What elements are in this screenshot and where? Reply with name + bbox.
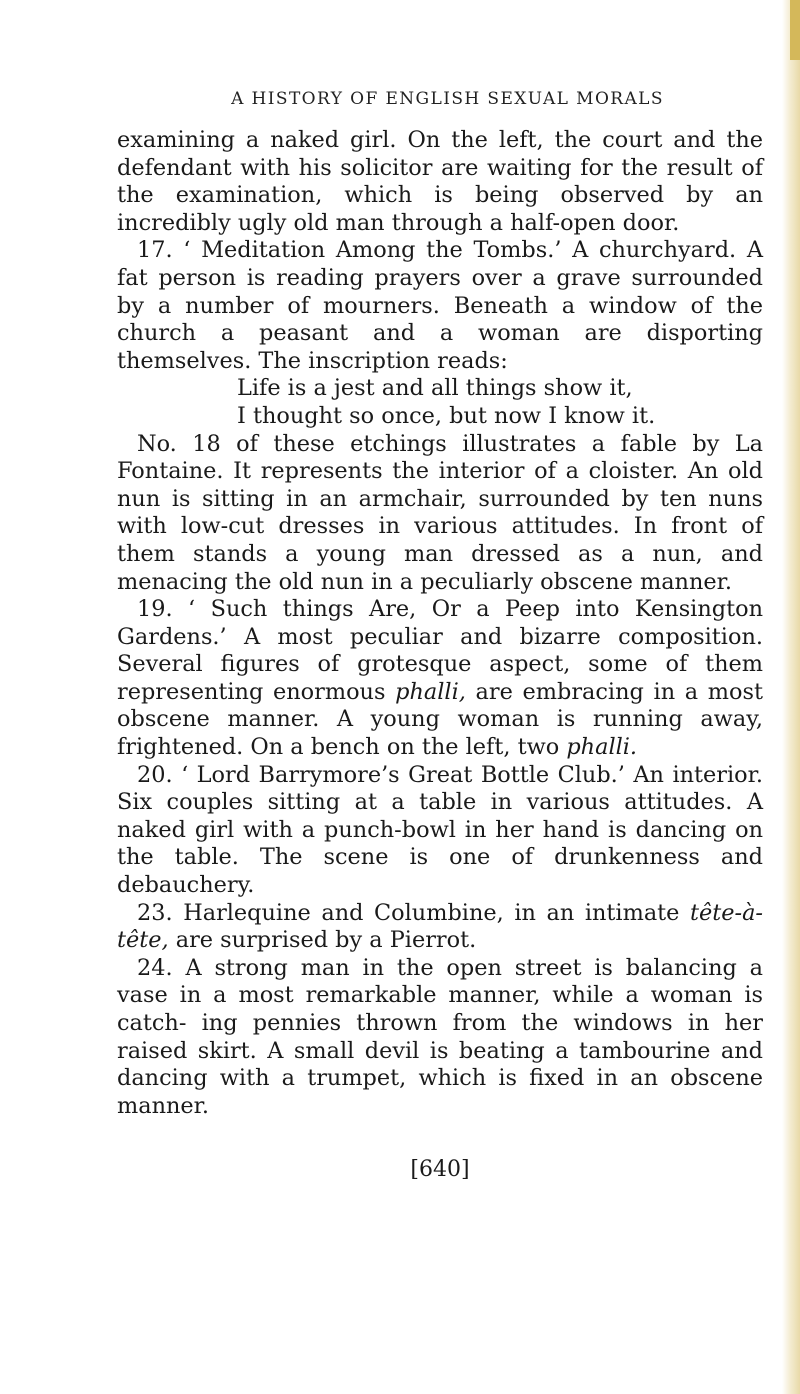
paragraph-18-text: No. 18 of these etchings illustrates a fable by La Fontaine. It represents the interior of a cloister. An old nun is sitting in an armchair, surrounded by ten nuns with low-cut dresses in various attitudes. In front of them stands a young man dressed as a nun, and menacing the old nun in a peculiarly obscene manner.	[117, 430, 763, 595]
paragraph-18	[117, 431, 763, 597]
italic-phalli-2: phalli.	[566, 734, 638, 761]
paragraph-20: 20. ‘ Lord Barrymore’s Great Bottle Club.’ An interior. Six couples sitting at a table in various attitudes. A naked girl with a punch-bowl in her hand is dancing on the table. The scene is one of drunkenness and debauchery.	[117, 761, 763, 899]
paragraph-continuation: examining a naked girl. On the left, the court and the defendant with his solicitor are waiting for the result of the examination, which is being observed by an incredibly ugly old man through a half-open door.	[117, 127, 763, 236]
paragraph-23-text-a: 23. Harlequine and Columbine, in an intimate	[137, 899, 691, 926]
body-text	[117, 127, 763, 1120]
page-edge-shadow	[782, 0, 800, 1394]
running-head: A HISTORY OF ENGLISH SEXUAL MORALS	[231, 89, 664, 109]
verse-line-2: I thought so once, but now I know it.	[237, 402, 656, 429]
paragraph-23	[117, 900, 763, 955]
page-edge-tab	[790, 0, 800, 60]
italic-tete-a-tete: tête-à-tête,	[117, 899, 763, 954]
italic-phalli-1: phalli,	[395, 678, 466, 705]
inscription-verse	[117, 375, 763, 430]
paragraph-23-text-b: are surprised by a Pierrot.	[168, 927, 477, 954]
paragraph-19	[117, 596, 763, 762]
verse-line-1: Life is a jest and all things show it,	[237, 375, 633, 402]
page-number: [640]	[410, 1157, 470, 1182]
paragraph-17: 17. ‘ Meditation Among the Tombs.’ A churchyard. A fat person is reading prayers over a grave surrounded by a number of mourners. Beneath a window of the church a peasant and a woman are disporting themselves. The inscription reads:	[117, 237, 763, 374]
paragraph-19-text-b: are embracing in a most obscene manner. A young woman is running away, frightened. On a bench on the left, two	[117, 678, 764, 761]
paragraph-19-text-a: 19. ‘ Such things Are, Or a Peep into Kensington Gardens.’ A most peculiar and bizarre composition. Several figures of grotesque aspect, some of them representing enormous	[117, 596, 763, 705]
paragraph-24: 24. A strong man in the open street is balancing a vase in a most remarkable manner, while a woman is catch- ing pennies thrown from the windows in her raised skirt. A small devil is beating a tambourine and dancing with a trumpet, which is fixed in an obscene manner.	[117, 954, 763, 1119]
